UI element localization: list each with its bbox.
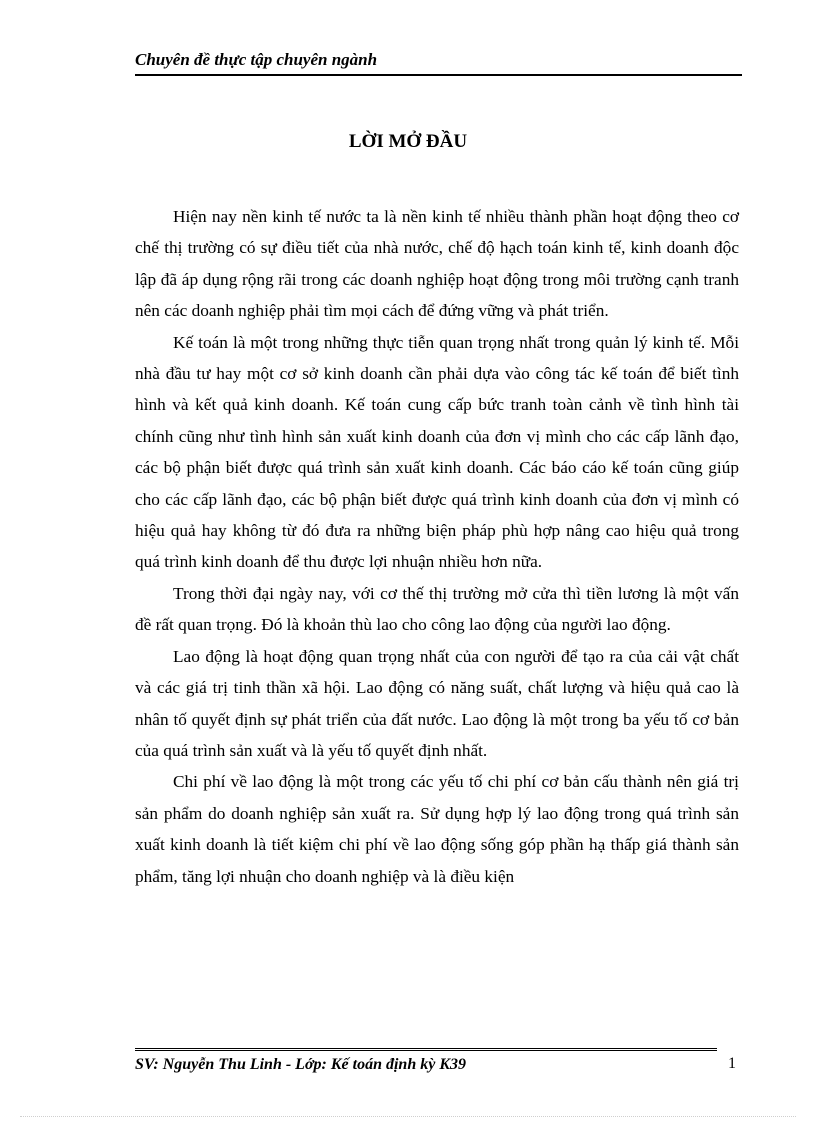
document-body	[135, 201, 739, 892]
footer-author-line: SV: Nguyễn Thu Linh - Lớp: Kế toán định kỳ K39	[135, 1056, 466, 1073]
page-header	[135, 48, 742, 76]
header-title: Chuyên đề thực tập chuyên ngành	[135, 50, 378, 69]
footer-divider	[135, 1048, 717, 1051]
paragraph: Trong thời đại ngày nay, với cơ thế thị trường mở cửa thì tiền lương là một vấn đề rất quan trọng. Đó là khoản thù lao cho công lao động của người lao động.	[135, 583, 739, 635]
page-number: 1	[728, 1055, 736, 1072]
paragraph: Hiện nay nền kinh tế nước ta là nền kinh tế nhiều thành phần hoạt động theo cơ chế thị trường có sự điều tiết của nhà nước, chế độ hạch toán kinh tế, kinh doanh độc lập đã áp dụng rộng rãi trong các doanh nghiệp hoạt động trong môi trường cạnh tranh nên các doanh nghiệp phải tìm mọi cách để đứng vững và phát triển.	[135, 207, 739, 321]
paragraph: Chi phí về lao động là một trong các yếu tố chi phí cơ bản cấu thành nên giá trị sản phẩm do doanh nghiệp sản xuất ra. Sử dụng hợp lý lao động trong quá trình sản xuất kinh doanh là tiết kiệm chi phí về lao động sống góp phần hạ thấp giá thành sản phẩm, tăng lợi nhuận cho doanh nghiệp và là điều kiện	[135, 772, 739, 886]
paragraph: Lao động là hoạt động quan trọng nhất của con người để tạo ra của cải vật chất và các giá trị tinh thần xã hội. Lao động có năng suất, chất lượng và hiệu quả cao là nhân tố quyết định sự phát triển của đất nước. Lao động là một trong ba yếu tố cơ bản của quá trình sản xuất và là yếu tố quyết định nhất.	[135, 646, 739, 760]
page-title: LỜI MỞ ĐẦU	[348, 131, 468, 152]
page-bottom-edge	[20, 1116, 796, 1117]
paragraph: Kế toán là một trong những thực tiễn quan trọng nhất trong quản lý kinh tế. Mỗi nhà đầu tư hay một cơ sở kinh doanh cần phải dựa vào công tác kế toán để biết tình hình và kết quả kinh doanh. Kế toán cung cấp bức tranh toàn cảnh về tình hình tài chính cũng như tình hình sản xuất kinh doanh của đơn vị mình cho các cấp lãnh đạo, các bộ phận biết được quá trình sản xuất kinh doanh. Các báo cáo kế toán cũng giúp cho các cấp lãnh đạo, các bộ phận biết được quá trình kinh doanh của đơn vị mình có hiệu quả hay không từ đó đưa ra những biện pháp phù hợp nâng cao hiệu quả trong quá trình kinh doanh để thu được lợi nhuận nhiều hơn nữa.	[135, 332, 739, 572]
